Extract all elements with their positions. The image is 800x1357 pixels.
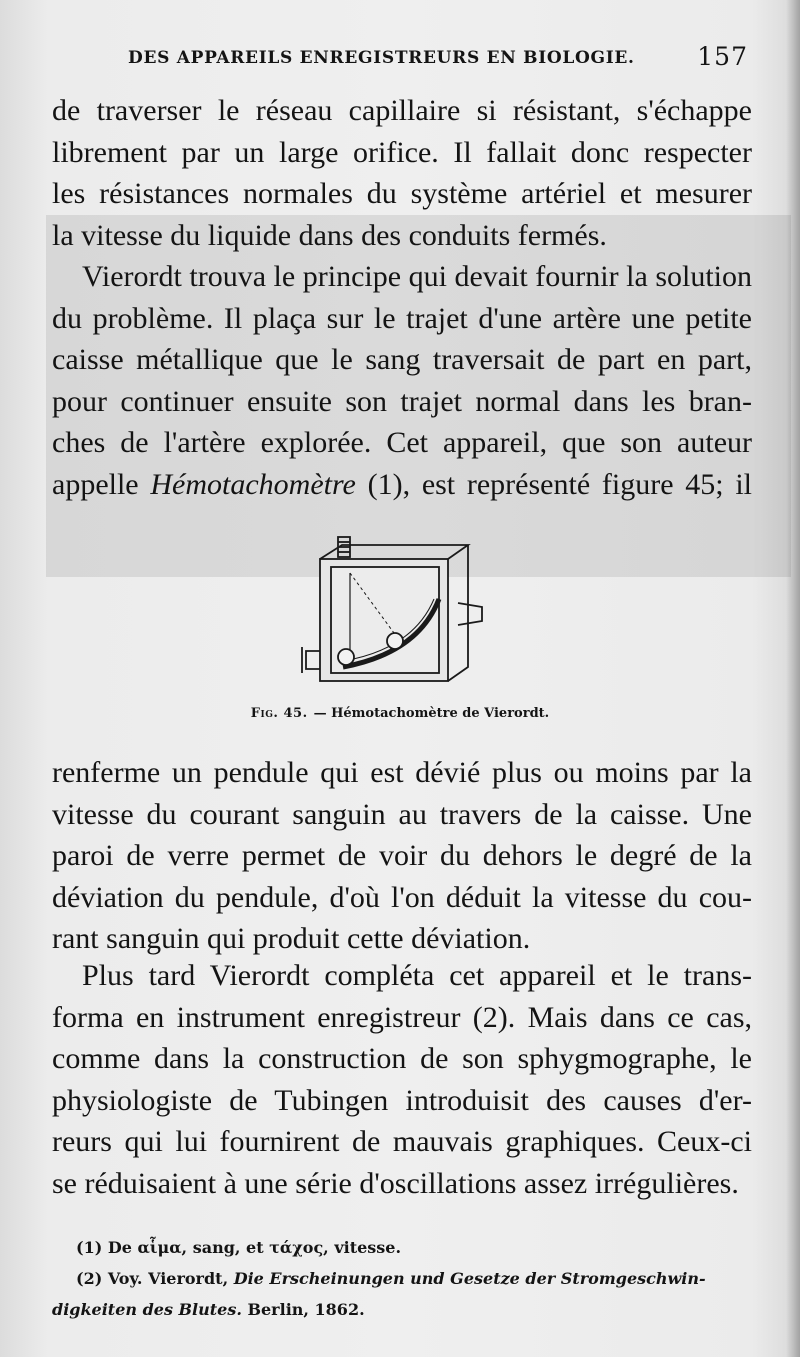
text-line: ches de l'artère explorée. Cet appareil, que son auteur (52, 426, 752, 460)
page-number: 157 (697, 42, 748, 71)
paragraph-3 (52, 752, 752, 960)
text-line: rant sanguin qui produit cette déviation. (52, 922, 531, 956)
text-segment: (1), est représenté figure 45; il (355, 467, 752, 501)
text-line: physiologiste de Tubingen introduisit des causes d'er- (52, 1083, 752, 1117)
figure-caption (0, 706, 800, 721)
text-line: forma en instrument enregistreur (2). Mais dans ce cas, (52, 1000, 752, 1034)
footnote-book-title: Die Erscheinungen und Gesetze der Stromgeschwin- (233, 1269, 706, 1288)
text-line: se réduisaient à une série d'oscillations assez irrégulières. (52, 1166, 739, 1200)
paragraph-4 (52, 955, 752, 1205)
text-line: de traverser le réseau capillaire si résistant, s'échappe (52, 94, 752, 127)
text-line: comme dans la construction de son sphygmographe, le (52, 1042, 752, 1076)
text-line: vitesse du courant sanguin au travers de la caisse. Une (52, 797, 752, 831)
running-head (128, 42, 748, 71)
text-line (52, 464, 752, 506)
text-line: la vitesse du liquide dans des conduits fermés. (52, 218, 607, 252)
text-line: du problème. Il plaça sur le trajet d'une artère une petite (52, 301, 752, 335)
footnotes (52, 1232, 757, 1325)
footnote-text: (2) Voy. Vierordt, (76, 1269, 234, 1288)
paragraph-1 (52, 90, 752, 256)
footnote-book-title-continued: digkeiten des Blutes. (52, 1300, 242, 1319)
text-line: reurs qui lui fournirent de mauvais graphiques. Ceux-ci (52, 1125, 752, 1159)
footnote-2 (52, 1263, 757, 1294)
figure-label: Fig. 45. (250, 706, 308, 721)
text-segment: appelle (52, 467, 151, 501)
figure-hemotachometer (298, 533, 498, 693)
text-line: Vierordt trouva le principe qui devait fournir la solution (82, 260, 752, 293)
text-line: Plus tard Vierordt compléta cet appareil et le trans- (82, 959, 752, 992)
footnote-text: Berlin, 1862. (241, 1300, 365, 1319)
running-head-title: DES APPAREILS ENREGISTREURS EN BIOLOGIE. (128, 48, 635, 68)
text-line: caisse métallique que le sang traversait de part en part, (52, 343, 752, 377)
paragraph-2 (52, 256, 752, 506)
text-line: déviation du pendule, d'où l'on déduit la vitesse du cou- (52, 880, 752, 914)
text-line: renferme un pendule qui est dévié plus ou moins par la (52, 756, 752, 789)
text-line: les résistances normales du système artériel et mesurer (52, 177, 752, 211)
footnote-2-continued (52, 1294, 757, 1325)
text-line: librement par un large orifice. Il fallait donc respecter (52, 135, 752, 169)
hemotachometer-illustration (298, 533, 498, 693)
instrument-name: Hémotachomètre (150, 467, 356, 501)
figure-caption-text: — Hémotachomètre de Vierordt. (313, 706, 550, 721)
footnote-1: (1) De αἷμα, sang, et τάχος, vitesse. (76, 1238, 402, 1257)
text-line: paroi de verre permet de voir du dehors le degré de la (52, 839, 752, 873)
page-edge-shadow (786, 0, 800, 1357)
text-line: pour continuer ensuite son trajet normal dans les bran- (52, 384, 752, 418)
